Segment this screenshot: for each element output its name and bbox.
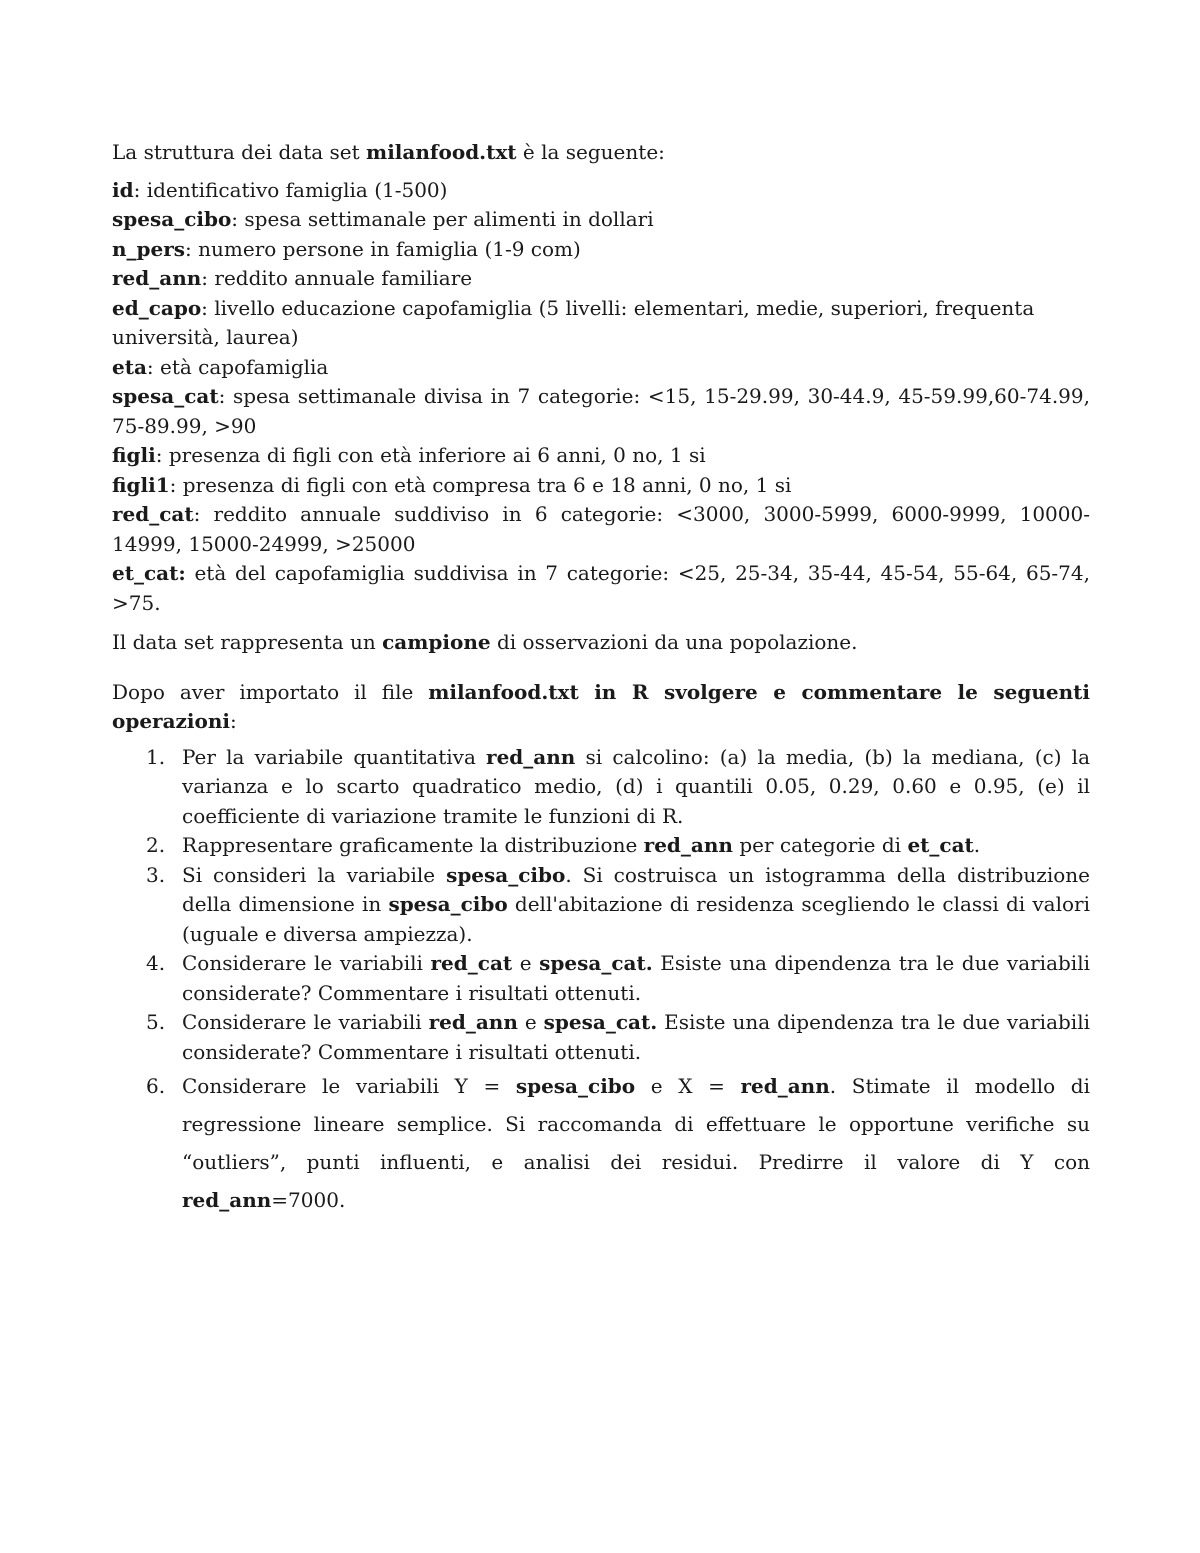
- task-var: red_ann: [428, 1010, 518, 1034]
- task-var: spesa_cibo: [515, 1074, 636, 1098]
- task-var: red_ann: [643, 833, 733, 857]
- task-var: red_ann: [740, 1074, 830, 1098]
- intro-suffix: è la seguente:: [516, 140, 665, 164]
- task-intro-suffix: :: [229, 709, 237, 733]
- variable-desc: : reddito annuale familiare: [201, 266, 473, 290]
- task-text: . Si costruisca un istogramma della distribuzione della dimensione in: [182, 862, 1090, 916]
- task-intro-prefix: Dopo aver importato il file: [112, 679, 429, 704]
- task-intro-bold: milanfood.txt in R svolgere e commentare le seguenti operazioni: [112, 679, 1090, 733]
- variable-name: eta: [112, 354, 147, 379]
- variable-spesa-cibo: [112, 205, 1090, 235]
- task-var: et_cat: [907, 833, 974, 857]
- task-text: e X =: [635, 1074, 741, 1098]
- variable-name: figli: [112, 443, 156, 467]
- document-page: [112, 138, 1090, 1219]
- variable-desc: : numero persone in famiglia (1-9 com): [185, 236, 581, 261]
- variable-name: red_cat: [112, 502, 194, 526]
- task-var: spesa_cat.: [543, 1010, 658, 1034]
- variable-red-ann: [112, 264, 1090, 294]
- task-item-3: [112, 861, 1090, 950]
- sample-note-prefix: Il data set rappresenta un: [112, 630, 383, 654]
- task-item-4: [112, 949, 1090, 1008]
- task-text: Rappresentare graficamente la distribuzione: [182, 833, 644, 857]
- intro-filename: milanfood.txt: [366, 140, 517, 164]
- task-text: Esiste una dipendenza tra le due variabili considerate? Commentare i risultati ottenuti.: [182, 951, 1090, 1005]
- variable-name: n_pers: [112, 236, 186, 261]
- task-var: red_cat: [430, 951, 513, 975]
- variable-desc: : spesa settimanale divisa in 7 categorie: <15, 15-29.99, 30-44.9, 45-59.99,60-74.99, 75-89.99, >90: [112, 384, 1090, 438]
- variable-name: red_ann: [112, 266, 202, 290]
- task-text: e: [517, 1010, 544, 1034]
- task-item-1: [112, 743, 1090, 832]
- variable-desc: : reddito annuale suddiviso in 6 categorie: <3000, 3000-5999, 6000-9999, 10000-14999, 15000-24999, >25000: [112, 502, 1090, 556]
- variable-name: et_cat:: [112, 561, 186, 585]
- task-item-6: [112, 1067, 1090, 1219]
- sample-note-bold: campione: [382, 630, 491, 654]
- task-number: 2.: [146, 833, 166, 857]
- task-text: dell'abitazione di residenza scegliendo le classi di valori (uguale e diversa ampiezza).: [182, 892, 1090, 946]
- task-text: Considerare le variabili Y =: [182, 1074, 516, 1098]
- task-text: Considerare le variabili: [182, 1010, 429, 1034]
- variable-eta: [112, 353, 1090, 383]
- variable-desc: : presenza di figli con età compresa tra 6 e 18 anni, 0 no, 1 si: [169, 472, 792, 497]
- task-text: Si consideri la variabile: [182, 862, 447, 887]
- task-text: per categorie di: [732, 833, 908, 857]
- task-item-5: [112, 1008, 1090, 1067]
- task-list: [112, 743, 1090, 1220]
- task-text: Esiste una dipendenza tra le due variabili considerate? Commentare i risultati ottenuti.: [182, 1010, 1090, 1064]
- task-text: e: [512, 951, 540, 975]
- variable-name: ed_capo: [112, 295, 202, 320]
- sample-note: [112, 628, 1090, 658]
- task-number: 6.: [146, 1074, 166, 1098]
- task-var: red_ann: [486, 744, 576, 769]
- variable-name: figli1: [112, 472, 170, 497]
- task-var: red_ann: [182, 1188, 272, 1212]
- task-text: . Stimate il modello di regressione lineare semplice. Si raccomanda di effettuare le opportune verifiche su “outliers”, punti influenti, e analisi dei residui. Predirre il valore di Y con: [182, 1074, 1090, 1174]
- task-var: spesa_cibo: [388, 892, 508, 916]
- variable-desc: età del capofamiglia suddivisa in 7 categorie: <25, 25-34, 35-44, 45-54, 55-64, 65-74, >75.: [112, 561, 1090, 615]
- task-item-2: [112, 831, 1090, 861]
- task-number: 1.: [146, 744, 166, 769]
- task-number: 4.: [146, 951, 166, 975]
- task-text: Considerare le variabili: [182, 951, 431, 975]
- variable-ed-capo: [112, 294, 1090, 353]
- variable-desc: : spesa settimanale per alimenti in dollari: [231, 207, 654, 231]
- task-number: 3.: [146, 862, 166, 887]
- variable-et-cat: [112, 559, 1090, 618]
- task-number: 5.: [146, 1010, 166, 1034]
- task-text: .: [973, 833, 981, 857]
- variable-figli: [112, 441, 1090, 471]
- sample-note-suffix: di osservazioni da una popolazione.: [490, 630, 858, 654]
- variable-desc: : identificativo famiglia (1-500): [133, 177, 448, 202]
- task-text: Per la variabile quantitativa: [182, 744, 487, 769]
- variable-figli1: [112, 471, 1090, 501]
- variable-name: id: [112, 177, 134, 202]
- task-var: spesa_cat.: [539, 951, 653, 975]
- variable-desc: : età capofamiglia: [146, 354, 329, 379]
- variable-desc: : livello educazione capofamiglia (5 livelli: elementari, medie, superiori, frequenta università, laurea): [112, 295, 1035, 349]
- task-intro: [112, 678, 1090, 737]
- variable-id: [112, 176, 1090, 206]
- intro-paragraph: [112, 138, 1090, 168]
- variable-n-pers: [112, 235, 1090, 265]
- variable-name: spesa_cibo: [112, 207, 232, 231]
- task-text: si calcolino: (a) la media, (b) la mediana, (c) la varianza e lo scarto quadratico medio, (d) i quantili 0.05, 0.29, 0.60 e 0.95, (e) il coefficiente di variazione tramite le funzioni di R.: [182, 744, 1091, 828]
- variable-list: [112, 176, 1090, 619]
- intro-prefix: La struttura dei data set: [112, 140, 367, 164]
- task-text: =7000.: [271, 1188, 346, 1212]
- variable-spesa-cat: [112, 382, 1090, 441]
- variable-name: spesa_cat: [112, 384, 219, 408]
- variable-red-cat: [112, 500, 1090, 559]
- variable-desc: : presenza di figli con età inferiore ai 6 anni, 0 no, 1 si: [155, 443, 706, 467]
- task-var: spesa_cibo: [446, 862, 566, 887]
